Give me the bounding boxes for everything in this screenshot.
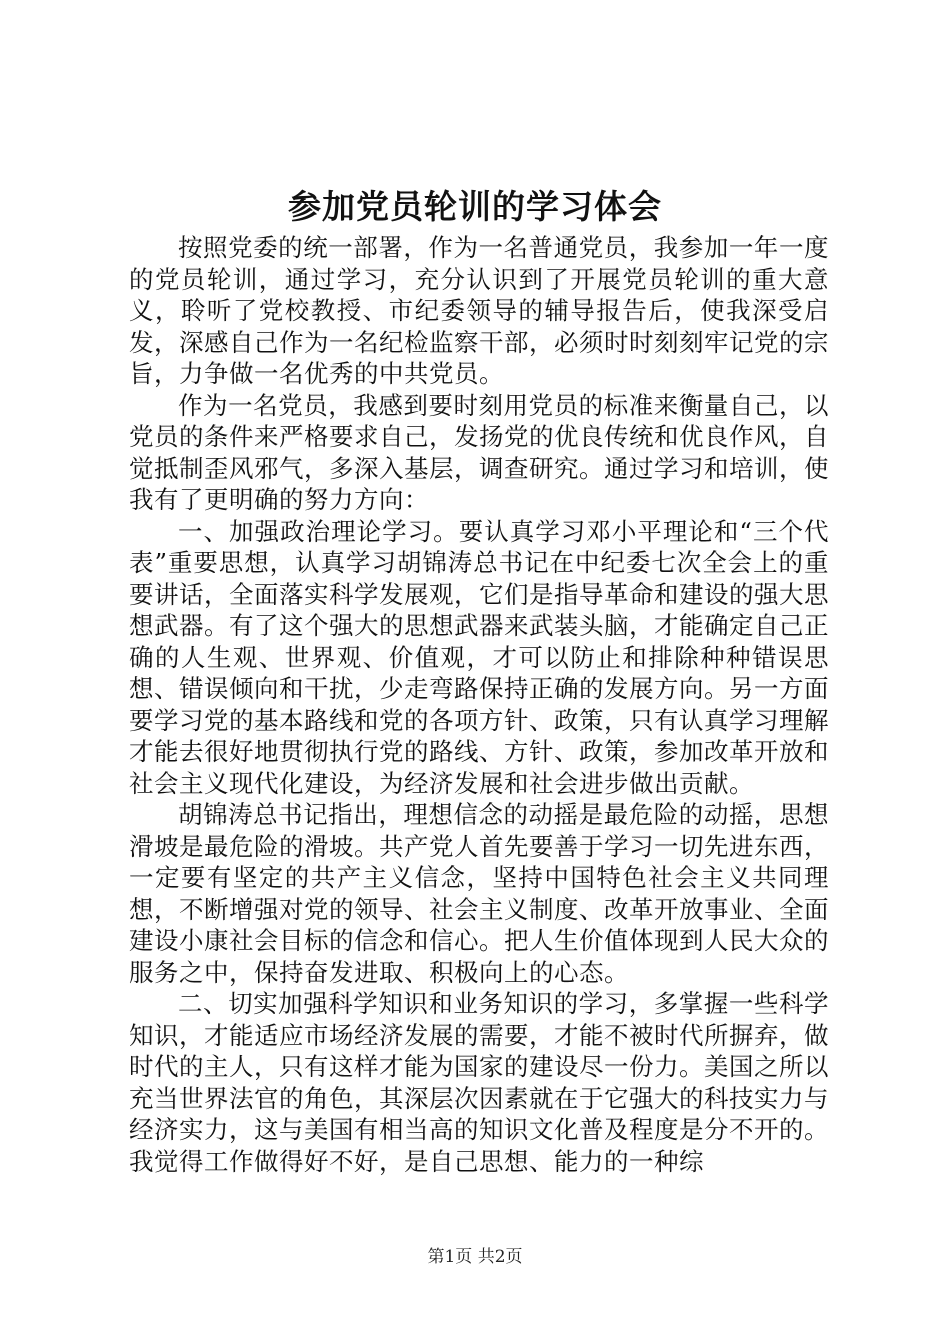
paragraph-1: 按照党委的统一部署，作为一名普通党员，我参加一年一度的党员轮训，通过学习，充分认识到了开展党员轮训的重大意义，聆听了党校教授、市纪委领导的辅导报告后，使我深受启发，深感自己作为一名纪检监察干部，必须时时刻刻牢记党的宗旨，力争做一名优秀的中共党员。	[129, 233, 829, 388]
document-body	[129, 232, 829, 1177]
paragraph-4: 胡锦涛总书记指出，理想信念的动摇是最危险的动摇，思想滑坡是最危险的滑坡。共产党人首先要善于学习一切先进东西，一定要有坚定的共产主义信念，坚持中国特色社会主义共同理想，不断增强对党的领导、社会主义制度、改革开放事业、全面建设小康社会目标的信念和信心。把人生价值体现到人民大众的服务之中，保持奋发进取、积极向上的心态。	[129, 800, 829, 987]
paragraph-5: 二、切实加强科学知识和业务知识的学习，多掌握一些科学知识，才能适应市场经济发展的需要，才能不被时代所摒弃，做时代的主人，只有这样才能为国家的建设尽一份力。美国之所以充当世界法官的角色，其深层次因素就在于它强大的科技实力与经济实力，这与美国有相当高的知识文化普及程度是分不开的。我觉得工作做得好不好，是自己思想、能力的一种综	[129, 989, 829, 1176]
paragraph-3: 一、加强政治理论学习。要认真学习邓小平理论和“三个代表”重要思想，认真学习胡锦涛总书记在中纪委七次全会上的重要讲话，全面落实科学发展观，它们是指导革命和建设的强大思想武器。有了这个强大的思想武器来武装头脑，才能确定自己正确的人生观、世界观、价值观，才可以防止和排除种种错误思想、错误倾向和干扰，少走弯路保持正确的发展方向。另一方面要学习党的基本路线和党的各项方针、政策，只有认真学习理解才能去很好地贯彻执行党的路线、方针、政策，参加改革开放和社会主义现代化建设，为经济发展和社会进步做出贡献。	[129, 516, 829, 798]
page-number-footer: 第1页 共2页	[427, 1247, 523, 1267]
document-title: 参加党员轮训的学习体会	[288, 187, 662, 226]
paragraph-2: 作为一名党员，我感到要时刻用党员的标准来衡量自己，以党员的条件来严格要求自己，发扬党的优良传统和优良作风，自觉抵制歪风邪气，多深入基层，调查研究。通过学习和培训，使我有了更明确的努力方向：	[129, 390, 829, 514]
